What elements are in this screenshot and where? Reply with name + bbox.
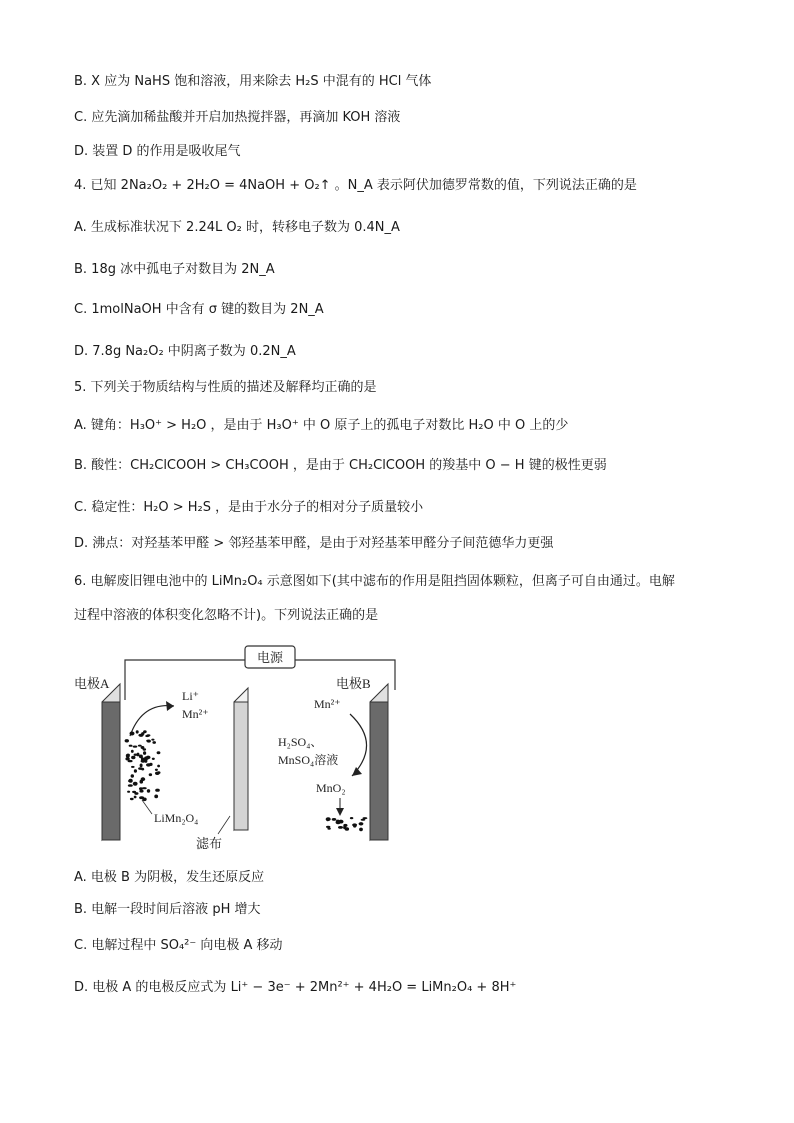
particle [129,745,133,747]
filter-label: 滤布 [196,836,223,851]
particle [326,817,331,821]
line-q5c: C. 稳定性：H₂O > H₂S ，是由于水分子的相对分子质量较小 [74,500,424,515]
particle [338,826,343,829]
particle [326,826,330,828]
particle [143,748,147,750]
particle [139,790,143,793]
particle [138,734,143,737]
particle [145,735,149,737]
particle [131,756,135,759]
filter-cloth [234,702,248,830]
particle [133,782,138,786]
particle [131,750,134,753]
mno2-label: MnO₂ [316,781,346,795]
particle [157,765,160,768]
particle [143,751,146,755]
particle [130,732,133,734]
line-q4b: B. 18g 冰中孤电子对数目为 2N_A [74,262,275,277]
particle [125,739,129,742]
particle [353,825,356,828]
mn-ion-b-label: Mn²⁺ [314,697,341,711]
particle [134,754,138,756]
particle [154,795,158,799]
particle [141,777,146,781]
line-q6b: 过程中溶液的体积变化忽略不计)。下列说法正确的是 [74,608,379,623]
line-q4c: C. 1molNaOH 中含有 σ 键的数目为 2N_A [74,302,324,317]
particle [149,763,152,766]
particle [131,774,134,777]
line-q3b: B. X 应为 NaHS 饱和溶液，用来除去 H₂S 中混有的 HCl 气体 [74,74,432,89]
particle [151,739,154,741]
line-q5a: A. 键角：H₃O⁺ > H₂O ，是由于 H₃O⁺ 中 O 原子上的孤电子对数比 H₂O 中 O 上的少 [74,418,569,433]
particle [146,756,151,760]
power-label: 电源 [256,650,284,665]
particle [152,758,155,760]
electrolysis-diagram [70,640,450,860]
particle [134,796,137,799]
particle [140,764,143,768]
particle [129,779,133,783]
line-q4a: A. 生成标准状况下 2.24L O₂ 时，转移电子数为 0.4N_A [74,220,400,235]
particle [152,741,156,744]
line-q5d: D. 沸点：对羟基苯甲醛 > 邻羟基苯甲醛，是由于对羟基苯甲醛分子间范德华力更强 [74,536,554,551]
mn-ion-a-label: Mn²⁺ [182,707,209,721]
line-q5: 5. 下列关于物质结构与性质的描述及解释均正确的是 [74,380,377,395]
line-q3c: C. 应先滴加稀盐酸并开启加热搅拌器，再滴加 KOH 溶液 [74,110,401,125]
electrode-a [102,702,120,840]
line-q6d: D. 电极 A 的电极反应式为 Li⁺ − 3e⁻ + 2Mn²⁺ + 4H₂O = LiMn₂O₄ + 8H⁺ [74,980,517,995]
particle [157,751,161,754]
particle [359,828,363,832]
electrode-b [370,702,388,840]
particle [157,771,161,774]
solution-label-2: MnSO₄溶液 [278,753,339,767]
particle [131,766,135,768]
particle [149,773,152,776]
particle [141,759,146,762]
particle [350,817,353,819]
particle [133,746,138,748]
particle [332,818,337,821]
particle [134,769,137,772]
particle [126,754,130,758]
particle [142,787,147,789]
particle [142,798,146,802]
particle [361,819,366,821]
line-q6a: A. 电极 B 为阴极，发生还原反应 [74,870,265,885]
line-q6c: C. 电解过程中 SO₄²⁻ 向电极 A 移动 [74,938,283,953]
line-q3d: D. 装置 D 的作用是吸收尾气 [74,144,241,159]
particle [146,740,150,742]
line-q6bb: B. 电解一段时间后溶液 pH 增大 [74,902,261,917]
line-q6: 6. 电解废旧锂电池中的 LiMn₂O₄ 示意图如下(其中滤布的作用是阻挡固体颗粒，但离子可自由通过。电解 [74,574,675,589]
particle [343,826,346,829]
particle [139,755,143,759]
particle [136,730,139,733]
mno2-particles [326,817,368,831]
particle [130,798,134,800]
particle [127,791,130,793]
particle [138,745,142,747]
line-q5b: B. 酸性：CH₂ClCOOH > CH₃COOH ，是由于 CH₂ClCOOH 的羧基中 O − H 键的极性更弱 [74,458,607,473]
limn2o4-label: LiMn₂O₄ [154,811,199,825]
line-q4: 4. 已知 2Na₂O₂ + 2H₂O = 4NaOH + O₂↑ 。N_A 表示阿伏加德罗常数的值，下列说法正确的是 [74,178,637,193]
particle [359,822,364,825]
particle [155,789,160,792]
particle [337,821,341,824]
li-ion-label: Li⁺ [182,689,199,703]
limn2o4-particles [125,730,161,801]
particle [128,784,133,787]
solution-label-1: H₂SO₄、 [278,735,323,749]
line-q4d: D. 7.8g Na₂O₂ 中阴离子数为 0.2N_A [74,344,296,359]
electrode-a-label: 电极A [74,676,110,691]
particle [155,769,158,771]
particle [147,789,150,793]
particle [134,792,138,795]
particle [139,768,144,770]
electrode-b-label: 电极B [336,676,371,691]
